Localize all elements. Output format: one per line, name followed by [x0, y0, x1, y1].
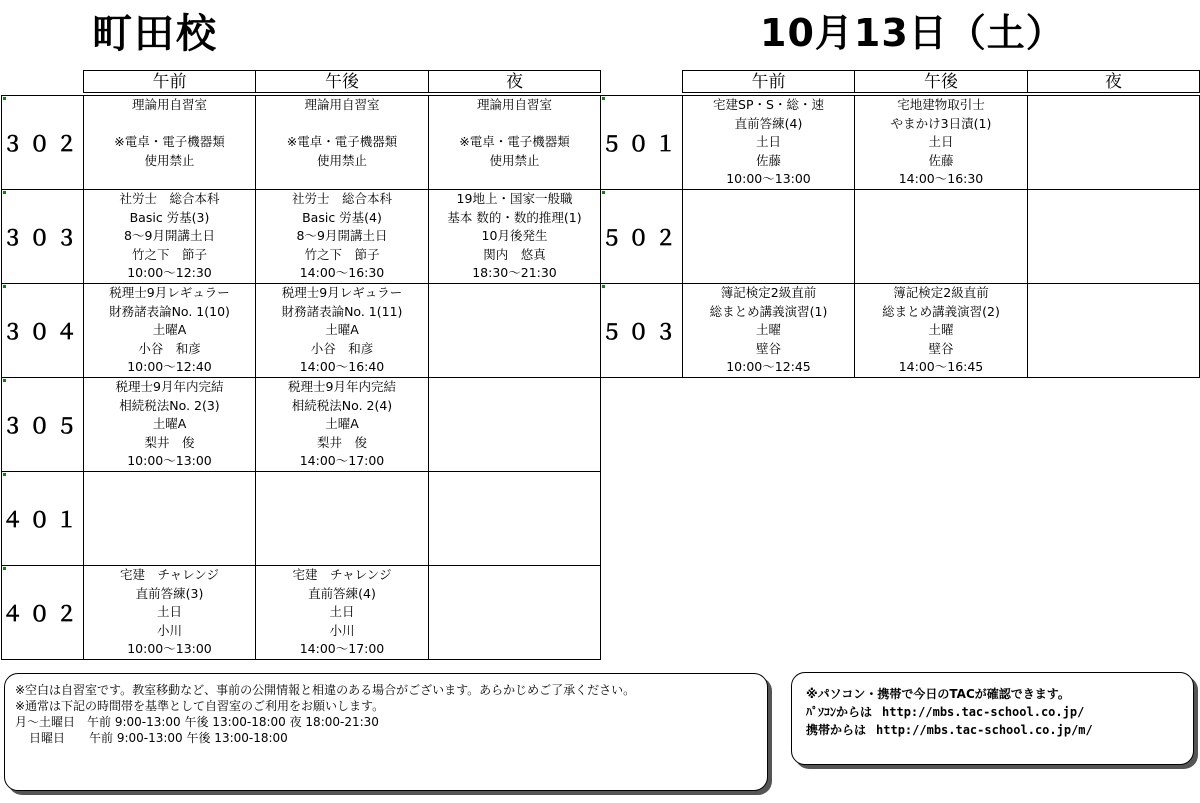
info-headline: ※パソコン・携帯で今日のTACが確認できます。 — [806, 687, 1070, 701]
column-header-evening: 夜 — [429, 71, 601, 93]
slot-line: 宅地建物取引士 — [897, 97, 985, 112]
room-row — [601, 190, 1200, 284]
room-number — [601, 190, 683, 284]
slot-line: 宅建SP・S・総・速 — [713, 97, 824, 112]
room-number-label: ３０２ — [2, 131, 83, 156]
slot-line: 10月後発生 — [481, 228, 548, 243]
class-slot — [429, 378, 601, 472]
cell-comment-marker — [3, 379, 6, 382]
notice-line: ※空白は自習室です。教室移動など、事前の公開情報と相違のある場合がございます。あらかじめご了承ください。 — [15, 683, 636, 697]
slot-line: 14:00～16:45 — [898, 359, 984, 374]
cell-comment-marker — [3, 473, 6, 476]
slot-line: 18:30～21:30 — [472, 265, 557, 280]
class-slot — [84, 96, 256, 190]
slot-line: 土日 — [928, 134, 954, 149]
slot-line: 簿記検定2級直前 — [720, 285, 817, 300]
slot-line: Basic 労基(3) — [129, 209, 210, 225]
room-row — [2, 472, 601, 566]
cell-comment-marker — [3, 191, 6, 194]
slot-line: 税理士9月レギュラー — [109, 285, 230, 300]
room-row — [2, 96, 601, 190]
slot-line: 使用禁止 — [489, 152, 540, 168]
slot-line: 社労士 総合本科 — [291, 191, 392, 206]
slot-line: 土曜A — [325, 322, 359, 337]
slot-line: 税理士9月年内完結 — [115, 379, 224, 394]
class-slot — [1028, 284, 1200, 378]
slot-line: 10:00～12:30 — [127, 265, 212, 280]
slot-line: 土曜A — [325, 416, 359, 431]
class-slot — [256, 284, 429, 378]
slot-line: 19地上・国家一般職 — [456, 191, 573, 206]
room-number-label: ４０１ — [2, 507, 83, 532]
class-slot — [1028, 190, 1200, 284]
slot-line — [429, 115, 600, 134]
slot-line: 土日 — [329, 604, 355, 619]
info-pc-row — [806, 703, 1179, 721]
slot-line: 簿記検定2級直前 — [893, 285, 989, 300]
class-slot — [84, 284, 256, 378]
slot-line: 小谷 和彦 — [138, 340, 201, 356]
room-number — [2, 566, 84, 660]
slot-line: 佐藤 — [928, 152, 954, 168]
slot-line — [256, 115, 428, 134]
cell-comment-marker — [3, 97, 6, 100]
class-slot — [84, 190, 256, 284]
room-number — [2, 284, 84, 378]
class-slot — [256, 96, 429, 190]
slot-line: 土曜 — [928, 322, 954, 337]
schedule-table-left — [1, 70, 601, 660]
room-number — [601, 284, 683, 378]
column-header-evening: 夜 — [1028, 71, 1200, 93]
slot-line: 土曜A — [152, 322, 187, 337]
schedule-date: 10月13日（土） — [760, 11, 1065, 55]
slot-line: 14:00～16:30 — [299, 265, 385, 280]
table-corner — [2, 71, 84, 93]
room-number — [2, 378, 84, 472]
slot-line: 10:00～12:40 — [127, 359, 212, 374]
room-row — [2, 284, 601, 378]
slot-line: ※電卓・電子機器類 — [114, 134, 225, 149]
slot-line: 財務諸表論No. 1(10) — [109, 303, 230, 319]
slot-line — [84, 115, 255, 134]
slot-line: 小川 — [156, 622, 182, 638]
hours-weekday: 月～土曜日 午前 9:00-13:00 午後 13:00-18:00 夜 18:00-21:30 — [15, 715, 379, 729]
class-slot — [683, 284, 855, 378]
slot-line: やまかけ3日漬(1) — [890, 115, 992, 131]
slot-line: 14:00～16:40 — [299, 359, 385, 374]
cell-comment-marker — [3, 285, 6, 288]
slot-line: 直前答練(4) — [734, 115, 803, 131]
room-number — [2, 190, 84, 284]
slot-line: 8～9月開講土日 — [124, 228, 215, 243]
cell-comment-marker — [602, 191, 605, 194]
class-slot — [429, 190, 601, 284]
room-number — [2, 96, 84, 190]
slot-line: 14:00～17:00 — [299, 641, 385, 656]
slot-line: 関内 悠真 — [483, 246, 546, 262]
class-slot — [855, 190, 1028, 284]
slot-line: 小川 — [329, 622, 355, 638]
slot-line: 10:00～13:00 — [127, 453, 212, 468]
class-slot — [84, 378, 256, 472]
class-slot — [256, 472, 429, 566]
slot-line: 竹之下 節子 — [131, 246, 207, 262]
mobile-label: 携帯からは — [806, 723, 867, 737]
room-row — [601, 284, 1200, 378]
class-slot — [683, 96, 855, 190]
cell-comment-marker — [602, 285, 605, 288]
slot-line: 直前答練(4) — [308, 585, 376, 601]
room-number-label: ３０４ — [2, 319, 83, 344]
room-number-label: ４０２ — [2, 601, 83, 626]
school-name: 町田校 — [92, 11, 218, 57]
column-header-morning: 午前 — [84, 71, 256, 93]
room-number-label: ３０３ — [2, 225, 83, 250]
slot-line: 土日 — [156, 604, 182, 619]
slot-line: 宅建 チャレンジ — [119, 567, 219, 582]
slot-line: 理論用自習室 — [131, 97, 207, 112]
slot-line: 佐藤 — [755, 152, 781, 168]
slot-line: 竹之下 節子 — [304, 246, 380, 262]
slot-line: 総まとめ講義演習(1) — [709, 303, 828, 319]
slot-line: Basic 労基(4) — [302, 209, 382, 225]
column-header-morning: 午前 — [683, 71, 855, 93]
column-header-afternoon: 午後 — [256, 71, 429, 93]
slot-line: ※電卓・電子機器類 — [459, 134, 570, 149]
slot-line: 税理士9月レギュラー — [281, 285, 403, 300]
cell-comment-marker — [602, 97, 605, 100]
class-slot — [855, 96, 1028, 190]
slot-line: 10:00～13:00 — [127, 641, 212, 656]
pc-url-link[interactable]: http://mbs.tac-school.co.jp/ — [882, 705, 1085, 719]
room-row — [2, 190, 601, 284]
cell-comment-marker — [3, 567, 6, 570]
class-slot — [429, 96, 601, 190]
mobile-url-link[interactable]: http://mbs.tac-school.co.jp/m/ — [876, 723, 1093, 737]
slot-line: 10:00～12:45 — [726, 359, 811, 374]
class-slot — [256, 190, 429, 284]
class-slot — [84, 566, 256, 660]
class-slot — [429, 566, 601, 660]
slot-line: 土曜A — [152, 416, 187, 431]
slot-line: 基本 数的・数的推理(1) — [447, 209, 582, 225]
room-row — [601, 96, 1200, 190]
notice-box — [4, 673, 768, 791]
slot-line: 使用禁止 — [316, 152, 367, 168]
slot-line: 総まとめ講義演習(2) — [882, 303, 1000, 319]
room-row — [2, 378, 601, 472]
slot-line: 理論用自習室 — [304, 97, 380, 112]
slot-line: 土日 — [755, 134, 781, 149]
notice-line: ※通常は下記の時間帯を基準として自習室のご利用をお願いします。 — [15, 699, 385, 713]
table-corner — [601, 71, 683, 93]
slot-line: 小谷 和彦 — [310, 340, 374, 356]
slot-line: 相続税法No. 2(4) — [291, 397, 393, 413]
room-number — [2, 472, 84, 566]
class-slot — [256, 566, 429, 660]
schedule-table-right — [600, 70, 1200, 378]
slot-line: 理論用自習室 — [476, 97, 552, 112]
slot-line: 直前答練(3) — [135, 585, 204, 601]
class-slot — [429, 472, 601, 566]
slot-line: 梨井 俊 — [144, 434, 195, 450]
slot-line: 14:00～16:30 — [898, 171, 984, 186]
room-number-label: ５０１ — [601, 131, 682, 156]
slot-line: 宅建 チャレンジ — [292, 567, 392, 582]
slot-line: 財務諸表論No. 1(11) — [281, 303, 403, 319]
info-mobile-row — [806, 721, 1179, 739]
room-number-label: ３０５ — [2, 413, 83, 438]
column-header-afternoon: 午後 — [855, 71, 1028, 93]
slot-line: ※電卓・電子機器類 — [286, 134, 398, 149]
slot-line: 10:00～13:00 — [726, 171, 811, 186]
class-slot — [429, 284, 601, 378]
class-slot — [683, 190, 855, 284]
slot-line: 税理士9月年内完結 — [288, 379, 396, 394]
slot-line: 14:00～17:00 — [299, 453, 385, 468]
pc-label: ﾊﾟｿｺﾝからは — [806, 705, 873, 719]
class-slot — [256, 378, 429, 472]
room-number — [601, 96, 683, 190]
slot-line: 壁谷 — [755, 340, 781, 356]
hours-sunday: 日曜日 午前 9:00-13:00 午後 13:00-18:00 — [29, 731, 288, 745]
slot-line: 壁谷 — [928, 340, 954, 356]
slot-line: 相続税法No. 2(3) — [119, 397, 220, 413]
room-number-label: ５０３ — [601, 319, 682, 344]
class-slot — [855, 284, 1028, 378]
slot-line: 8～9月開講土日 — [296, 228, 388, 243]
slot-line: 土曜 — [755, 322, 781, 337]
class-slot — [1028, 96, 1200, 190]
slot-line: 梨井 俊 — [316, 434, 367, 450]
slot-line: 社労士 総合本科 — [119, 191, 220, 206]
info-box — [791, 672, 1194, 765]
room-row — [2, 566, 601, 660]
room-number-label: ５０２ — [601, 225, 682, 250]
class-slot — [84, 472, 256, 566]
slot-line: 使用禁止 — [144, 152, 195, 168]
